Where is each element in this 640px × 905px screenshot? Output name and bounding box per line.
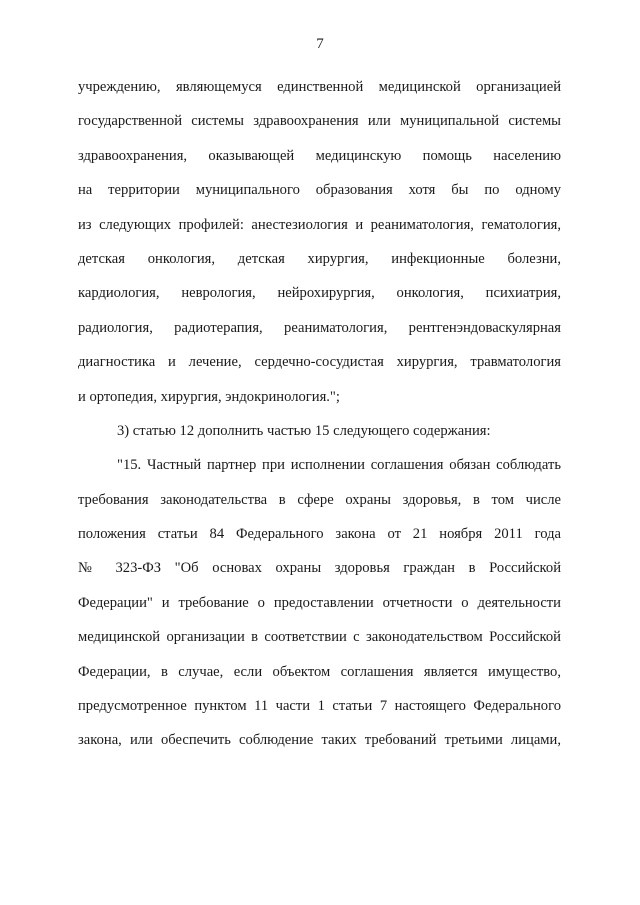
text-line: детская онкология, детская хирургия, инфекционные болезни, [78, 250, 561, 267]
text-line: медицинской организации в соответствии с законодательством Российской [78, 629, 561, 646]
text-line: здравоохранения, оказывающей медицинскую помощь населению [78, 147, 561, 164]
text-line: положения статьи 84 Федерального закона от 21 ноября 2011 года [78, 526, 561, 543]
text-line: радиология, радиотерапия, реаниматология, рентгенэндоваскулярная [78, 319, 561, 336]
text-line: и ортопедия, хирургия, эндокринология."; [78, 388, 340, 405]
page-number: 7 [316, 36, 324, 52]
text-line: диагностика и лечение, сердечно-сосудистая хирургия, травматология [78, 354, 561, 371]
text-line: требования законодательства в сфере охраны здоровья, в том числе [78, 491, 561, 508]
text-line: Федерации" и требование о предоставлении отчетности о деятельности [78, 594, 561, 611]
text-line: государственной системы здравоохранения или муниципальной системы [78, 113, 561, 130]
text-line: кардиология, неврология, нейрохирургия, онкология, психиатрия, [78, 285, 561, 302]
text-line: на территории муниципального образования хотя бы по одному [78, 182, 561, 199]
paragraph-line: 3) статью 12 дополнить частью 15 следующего содержания: [117, 422, 491, 439]
text-line: № 323-ФЗ "Об основах охраны здоровья граждан в Российской [78, 560, 561, 577]
text-line: учреждению, являющемуся единственной медицинской организацией [78, 79, 561, 95]
text-line: Федерации, в случае, если объектом соглашения является имущество, [78, 663, 561, 680]
text-line: предусмотренное пунктом 11 части 1 статьи 7 настоящего Федерального [78, 698, 561, 715]
paragraph-line: "15. Частный партнер при исполнении соглашения обязан соблюдать [117, 457, 561, 474]
document-body [78, 70, 561, 758]
text-line: закона, или обеспечить соблюдение таких требований третьими лицами, [78, 732, 561, 749]
text-line: из следующих профилей: анестезиология и реаниматология, гематология, [78, 216, 561, 233]
